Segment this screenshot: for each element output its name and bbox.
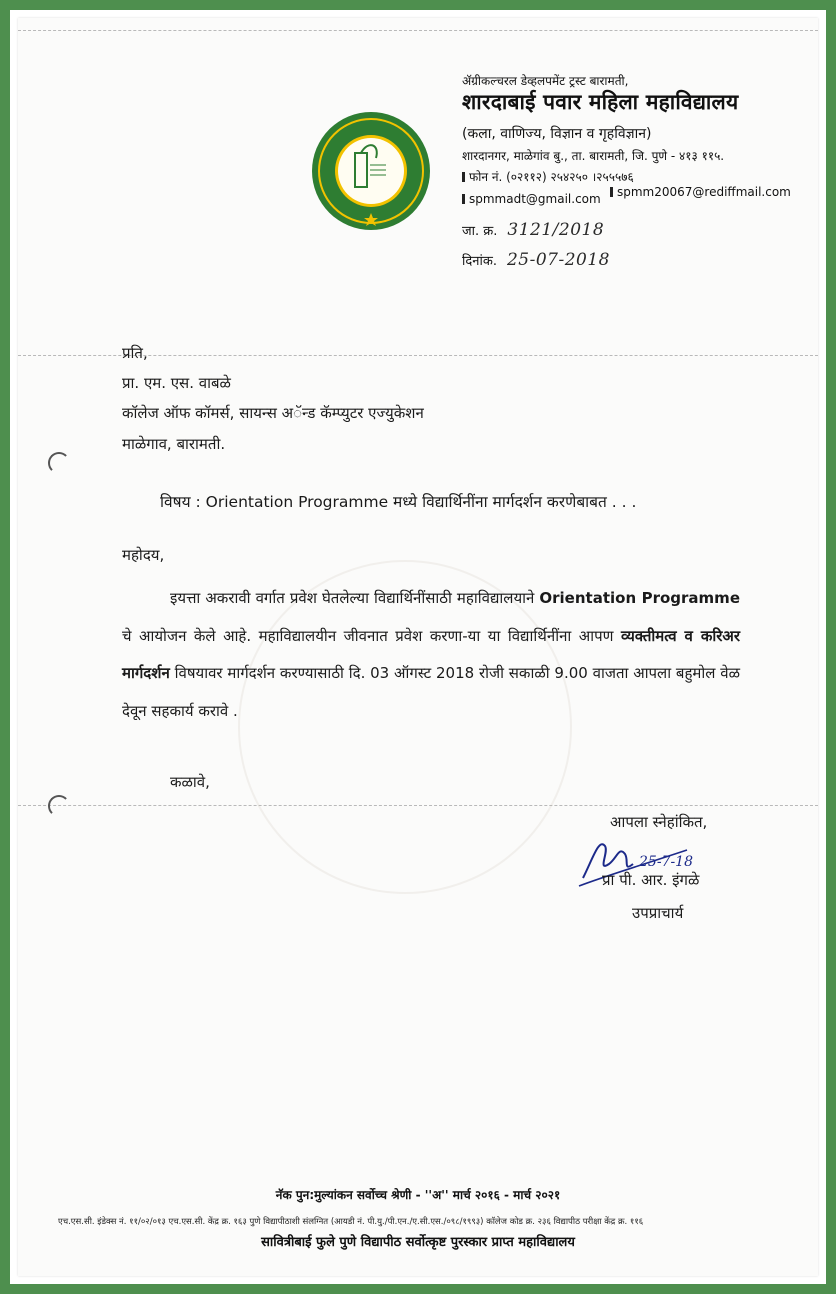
college-faculties: (कला, वाणिज्य, विज्ञान व गृहविज्ञान) xyxy=(462,126,652,142)
recipient-name: प्रा. एम. एस. वाबळे xyxy=(122,374,231,392)
letter-subject: विषय : Orientation Programme मध्ये विद्यार्थिनींना मार्गदर्शन करणेबाबत . . . xyxy=(160,493,637,511)
recipient-prefix: प्रति, xyxy=(122,344,148,362)
bullet-icon xyxy=(462,194,465,204)
signature-date: 25-7-18 xyxy=(639,854,693,870)
punch-hole xyxy=(48,795,70,817)
recipient-organization: कॉलेज ऑफ कॉमर्स, सायन्स अॅन्ड कॅम्प्युटर एज्युकेशन xyxy=(122,404,424,422)
fold-line xyxy=(18,30,818,31)
recipient-place: माळेगाव, बारामती. xyxy=(122,435,226,453)
college-email-secondary: spmm20067@rediffmail.com xyxy=(610,185,791,199)
date-value: 25-07-2018 xyxy=(506,250,610,270)
college-seal-icon xyxy=(310,110,432,232)
closing: कळावे, xyxy=(170,773,210,791)
college-email-primary: spmmadt@gmail.com xyxy=(462,192,601,206)
signatory-designation: उपप्राचार्य xyxy=(632,904,684,922)
guidance-topic: व्यक्तीमत्व व करिअर मार्गदर्शन xyxy=(122,626,740,682)
reference-value: 3121/2018 xyxy=(507,220,605,240)
footer-codes: एच.एस.सी. इंडेक्स नं. ११/०२/०१३ एच.एस.सी. केंद्र क्र. १६३ पुणे विद्यापीठाशी संलग्नित (आयडी नं. पी.यु./पी.एन./ए.सी.एस./०९८/१९९३) कॉलेज कोड क्र. २३६ विद्यापीठ परीक्षा केंद्र क्र. ११६ xyxy=(58,1217,644,1227)
reference-number: जा. क्र. 3121/2018 xyxy=(462,220,605,240)
body-text-1: इयत्ता अकरावी वर्गात प्रवेश घेतलेल्या विद्यार्थिनींसाठी महाविद्यालयाने xyxy=(170,589,540,607)
college-name: शारदाबाई पवार महिला महाविद्यालय xyxy=(462,90,739,114)
programme-name: Orientation Programme xyxy=(539,589,740,607)
punch-hole xyxy=(48,452,70,474)
letter-date: दिनांक. 25-07-2018 xyxy=(462,250,610,270)
body-text-2: चे आयोजन केले आहे. महाविद्यालयीन जीवनात प्रवेश करणा-या या विद्यार्थिनींना आपण xyxy=(122,626,621,645)
yours-faithfully: आपला स्नेहांकित, xyxy=(610,813,708,831)
bullet-icon xyxy=(462,172,465,182)
bullet-icon xyxy=(610,187,613,197)
letter-body xyxy=(122,580,740,730)
body-text-3: विषयावर मार्गदर्शन करण्यासाठी दि. 03 ऑगस्ट 2018 रोजी सकाळी 9.00 वाजता आपला बहुमोल वेळ देवून सहकार्य करावे . xyxy=(122,664,740,720)
trust-name: ॲग्रीकल्चरल डेव्हलपमेंट ट्रस्ट बारामती, xyxy=(462,74,629,88)
college-address: शारदानगर, माळेगांव बु., ता. बारामती, जि. पुणे - ४१३ ११५. xyxy=(462,149,725,163)
salutation: महोदय, xyxy=(122,546,165,564)
footer-award: सावित्रीबाई फुले पुणे विद्यापीठ सर्वोत्कृष्ट पुरस्कार प्राप्त महाविद्यालय xyxy=(261,1235,575,1250)
college-phone: फोन नं. (०२११२) २५४२५० ।२५५५७६ xyxy=(462,168,634,185)
signatory-name: प्रा पी. आर. इंगळे xyxy=(602,871,700,889)
footer-naac: नॅक पुन:मुल्यांकन सर्वोच्च श्रेणी - ''अ'' मार्च २०१६ - मार्च २०२१ xyxy=(275,1188,561,1202)
